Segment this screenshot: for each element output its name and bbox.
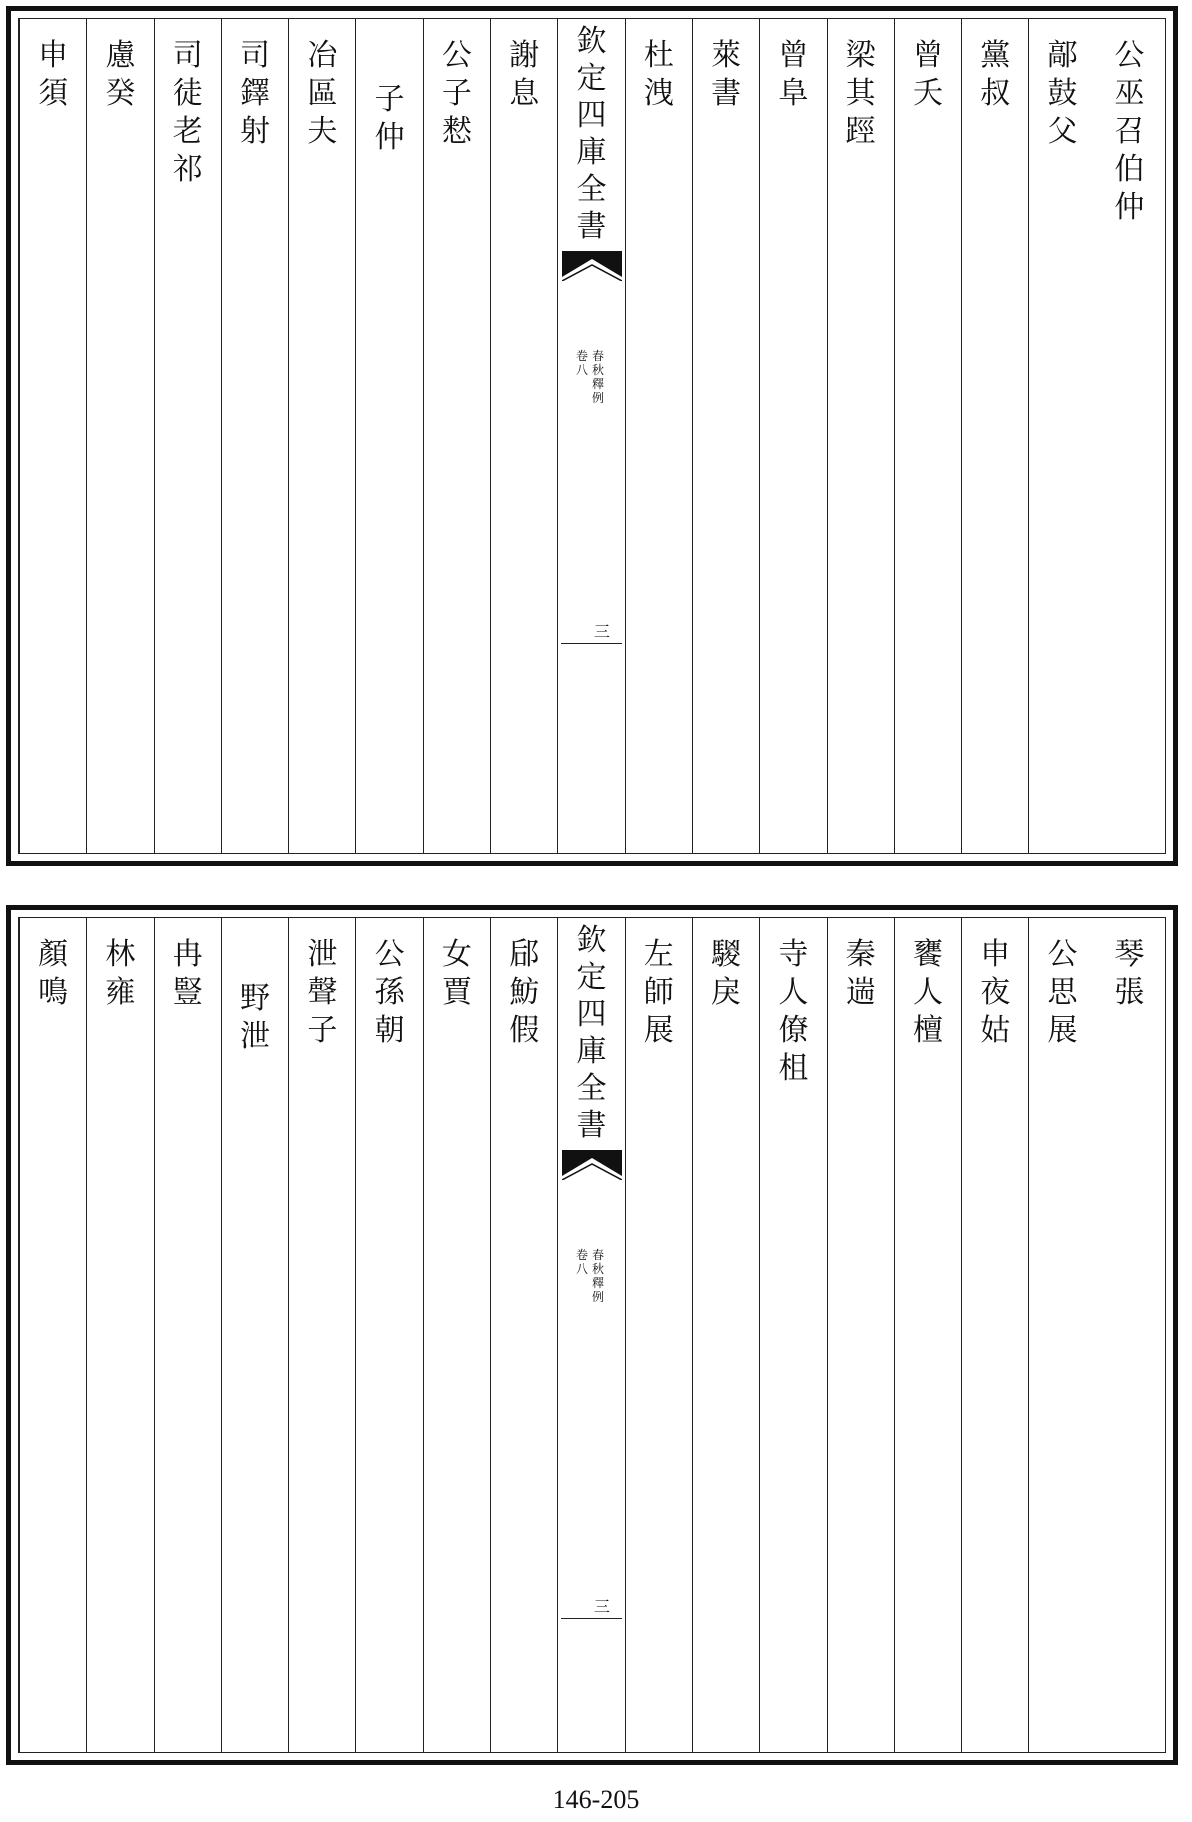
- name-char: 魴: [509, 975, 540, 1010]
- name-entry: [155, 37, 221, 189]
- name-char: 人: [912, 975, 943, 1010]
- name-char: 柤: [778, 1051, 809, 1086]
- name-char: 梁: [845, 38, 876, 73]
- name-char: 謝: [509, 38, 540, 73]
- text-column: [759, 918, 826, 1752]
- name-entry: [1096, 37, 1163, 227]
- name-char: 息: [509, 76, 540, 111]
- volume-char: 八: [575, 1262, 588, 1276]
- name-char: 戾: [711, 975, 742, 1010]
- name-char: 鐸: [240, 76, 271, 111]
- text-column: [154, 918, 221, 1752]
- volume-char: 卷: [575, 1248, 588, 1262]
- name-char: 射: [240, 114, 271, 149]
- name-entry: [491, 37, 557, 113]
- running-title-char: 欽: [576, 24, 607, 59]
- name-char: 泄: [307, 937, 338, 972]
- fishtail-mark-icon: [562, 251, 622, 281]
- folio-number: 三: [593, 622, 610, 641]
- page-upper: [6, 6, 1178, 866]
- book-title-char: 釋: [591, 1276, 604, 1290]
- text-column: [154, 19, 221, 853]
- text-column: [221, 19, 288, 853]
- name-entry: [424, 936, 490, 1012]
- name-char: 姑: [980, 1013, 1011, 1048]
- running-title-char: 欽: [576, 923, 607, 958]
- text-column: [355, 19, 422, 853]
- name-entry: [356, 936, 422, 1050]
- name-char: 左: [643, 937, 674, 972]
- name-char: 夜: [980, 975, 1011, 1010]
- text-column: [1028, 19, 1095, 853]
- running-title: [558, 23, 624, 245]
- name-char: 伯: [1114, 152, 1145, 187]
- name-char: 人: [778, 975, 809, 1010]
- name-char: 公: [374, 937, 405, 972]
- name-entry: [760, 37, 826, 113]
- running-title-char: 庫: [576, 1034, 607, 1069]
- name-char: 孫: [374, 975, 405, 1010]
- name-entry: [1029, 37, 1095, 151]
- name-char: 叔: [980, 76, 1011, 111]
- name-char: 夫: [307, 114, 338, 149]
- name-char: 子: [374, 82, 405, 117]
- book-title-char: 春: [591, 349, 604, 363]
- book-title-char: 釋: [591, 377, 604, 391]
- name-char: 父: [1047, 114, 1078, 149]
- book-title: [590, 1248, 606, 1304]
- text-column: [625, 19, 692, 853]
- center-fold-column: [557, 918, 624, 1752]
- name-char: 癸: [105, 76, 136, 111]
- name-char: 慭: [441, 114, 472, 149]
- name-char: 野: [240, 981, 271, 1016]
- name-char: 秦: [845, 937, 876, 972]
- name-char: 踁: [845, 114, 876, 149]
- name-entry: [626, 37, 692, 113]
- name-char: 公: [441, 38, 472, 73]
- name-char: 鼓: [1047, 76, 1078, 111]
- name-char: 琴: [1114, 937, 1145, 972]
- name-entry: [289, 37, 355, 151]
- name-char: 顏: [38, 937, 69, 972]
- text-column: [692, 19, 759, 853]
- book-title-char: 秋: [591, 363, 604, 377]
- folio-rule: [561, 1618, 621, 1619]
- text-column: [423, 19, 490, 853]
- name-entry: [962, 37, 1028, 113]
- name-entry: [1029, 936, 1095, 1050]
- name-entry: [424, 37, 490, 151]
- text-column: [961, 19, 1028, 853]
- volume-label: [574, 1248, 590, 1276]
- name-char: 賈: [441, 975, 472, 1010]
- name-char: 祁: [172, 152, 203, 187]
- name-char: 女: [441, 937, 472, 972]
- text-frame: [18, 18, 1166, 854]
- running-title-char: 定: [576, 61, 607, 96]
- name-entry: [626, 936, 692, 1050]
- name-entry: [222, 980, 288, 1056]
- name-entry: [491, 936, 557, 1050]
- name-char: 召: [1114, 114, 1145, 149]
- name-char: 仲: [374, 120, 405, 155]
- name-entry: [87, 936, 153, 1012]
- name-char: 檀: [912, 1013, 943, 1048]
- text-column: [355, 918, 422, 1752]
- text-column: [490, 19, 557, 853]
- running-title-char: 四: [576, 997, 607, 1032]
- name-entry: [895, 936, 961, 1050]
- center-fold-column: [557, 19, 624, 853]
- name-char: 夭: [912, 76, 943, 111]
- name-char: 老: [172, 114, 203, 149]
- name-entry: [693, 936, 759, 1012]
- text-column: [221, 918, 288, 1752]
- book-title-char: 例: [591, 391, 604, 405]
- name-char: 思: [1047, 975, 1078, 1010]
- running-title-char: 四: [576, 98, 607, 133]
- name-char: 雍: [105, 975, 136, 1010]
- name-entry: [693, 37, 759, 113]
- name-char: 鳴: [38, 975, 69, 1010]
- name-entry: [828, 936, 894, 1012]
- name-char: 朝: [374, 1013, 405, 1048]
- name-char: 假: [509, 1013, 540, 1048]
- text-column: [423, 918, 490, 1752]
- name-char: 書: [711, 76, 742, 111]
- text-column: [1096, 19, 1163, 853]
- name-entry: [356, 81, 422, 157]
- name-char: 黨: [980, 38, 1011, 73]
- fishtail-mark-icon: [562, 1150, 622, 1180]
- folio-rule: [561, 643, 621, 644]
- page-lower: [6, 905, 1178, 1765]
- name-entry: [895, 37, 961, 113]
- volume-char: 卷: [575, 349, 588, 363]
- text-column: [86, 918, 153, 1752]
- name-char: 騣: [711, 937, 742, 972]
- name-char: 申: [980, 937, 1011, 972]
- text-column: [894, 19, 961, 853]
- name-char: 子: [441, 76, 472, 111]
- volume-label: [574, 349, 590, 377]
- running-title-char: 全: [576, 1071, 607, 1106]
- book-title-char: 例: [591, 1290, 604, 1304]
- name-char: 巫: [1114, 76, 1145, 111]
- name-char: 洩: [643, 76, 674, 111]
- name-char: 申: [38, 38, 69, 73]
- folio-number: 三: [593, 1597, 610, 1616]
- name-entry: [20, 37, 86, 113]
- text-column: [288, 918, 355, 1752]
- book-title-char: 秋: [591, 1262, 604, 1276]
- name-char: 豎: [172, 975, 203, 1010]
- name-entry: [87, 37, 153, 113]
- name-char: 泄: [240, 1019, 271, 1054]
- name-char: 饔: [912, 937, 943, 972]
- name-char: 郈: [509, 937, 540, 972]
- name-entry: [20, 936, 86, 1012]
- name-char: 林: [105, 937, 136, 972]
- book-title-char: 春: [591, 1248, 604, 1262]
- name-char: 子: [307, 1013, 338, 1048]
- text-column: [692, 918, 759, 1752]
- book-title: [590, 349, 606, 405]
- name-char: 展: [643, 1013, 674, 1048]
- name-char: 萊: [711, 38, 742, 73]
- text-column: [288, 19, 355, 853]
- name-char: 須: [38, 76, 69, 111]
- text-column: [759, 19, 826, 853]
- name-char: 冶: [307, 38, 338, 73]
- name-char: 徒: [172, 76, 203, 111]
- page-number: 146-205: [552, 1785, 640, 1814]
- name-entry: [1096, 936, 1163, 1012]
- name-char: 杜: [643, 38, 674, 73]
- running-title-char: 書: [576, 1108, 607, 1143]
- text-column: [1028, 918, 1095, 1752]
- text-column: [19, 918, 86, 1752]
- name-entry: [155, 936, 221, 1012]
- name-char: 其: [845, 76, 876, 111]
- name-char: 寺: [778, 937, 809, 972]
- running-title: [558, 922, 624, 1144]
- name-char: 鄗: [1047, 38, 1078, 73]
- running-title-char: 庫: [576, 135, 607, 170]
- text-column: [490, 918, 557, 1752]
- name-char: 僚: [778, 1013, 809, 1048]
- text-column: [894, 918, 961, 1752]
- name-entry: [289, 936, 355, 1050]
- name-char: 公: [1047, 937, 1078, 972]
- name-entry: [222, 37, 288, 151]
- name-char: 阜: [778, 76, 809, 111]
- name-char: 聲: [307, 975, 338, 1010]
- name-entry: [760, 936, 826, 1088]
- text-column: [19, 19, 86, 853]
- text-column: [1096, 918, 1163, 1752]
- name-char: 師: [643, 975, 674, 1010]
- text-column: [827, 918, 894, 1752]
- name-char: 慮: [105, 38, 136, 73]
- name-entry: [962, 936, 1028, 1050]
- name-char: 司: [172, 38, 203, 73]
- name-char: 遄: [845, 975, 876, 1010]
- volume-char: 八: [575, 363, 588, 377]
- text-column: [961, 918, 1028, 1752]
- text-frame: [18, 917, 1166, 1753]
- name-char: 冉: [172, 937, 203, 972]
- name-char: 司: [240, 38, 271, 73]
- name-char: 公: [1114, 38, 1145, 73]
- name-char: 曾: [912, 38, 943, 73]
- text-column: [625, 918, 692, 1752]
- name-char: 仲: [1114, 190, 1145, 225]
- name-char: 展: [1047, 1013, 1078, 1048]
- running-title-char: 定: [576, 960, 607, 995]
- name-entry: [828, 37, 894, 151]
- running-title-char: 書: [576, 209, 607, 244]
- name-char: 曾: [778, 38, 809, 73]
- text-column: [827, 19, 894, 853]
- name-char: 張: [1114, 975, 1145, 1010]
- running-title-char: 全: [576, 172, 607, 207]
- name-char: 區: [307, 76, 338, 111]
- text-column: [86, 19, 153, 853]
